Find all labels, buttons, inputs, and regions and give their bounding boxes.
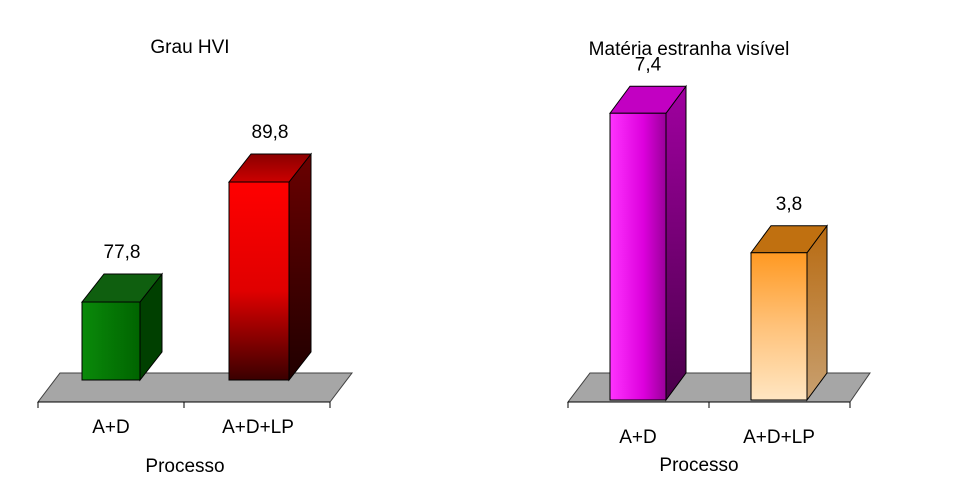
chart-grau-hvi	[38, 37, 352, 477]
x-tick-label: A+D	[619, 427, 657, 448]
x-tick-label: A+D+LP	[743, 427, 815, 448]
bar	[82, 242, 162, 380]
chart-title: Grau HVI	[150, 37, 230, 58]
bar-front	[751, 253, 807, 400]
x-axis-label: Processo	[145, 456, 225, 477]
data-label: 7,4	[634, 54, 662, 76]
data-label: 3,8	[775, 193, 803, 215]
bar-side	[666, 86, 686, 400]
bars	[82, 122, 311, 380]
bar	[229, 122, 311, 380]
bar-side	[807, 226, 827, 400]
data-label: 89,8	[251, 122, 289, 143]
chart-materia-estranha	[568, 39, 870, 476]
data-label: 77,8	[103, 242, 141, 263]
bar-side	[289, 154, 311, 380]
bar-front	[229, 182, 289, 380]
bars	[610, 54, 827, 400]
bar	[751, 194, 827, 400]
x-tick-label: A+D+LP	[222, 417, 294, 438]
bar-front	[82, 302, 140, 380]
chart-title: Matéria estranha visível	[588, 39, 790, 60]
x-axis-label: Processo	[659, 455, 739, 476]
x-tick-label: A+D	[92, 417, 130, 438]
bar-front	[610, 113, 666, 400]
bar	[610, 54, 686, 400]
